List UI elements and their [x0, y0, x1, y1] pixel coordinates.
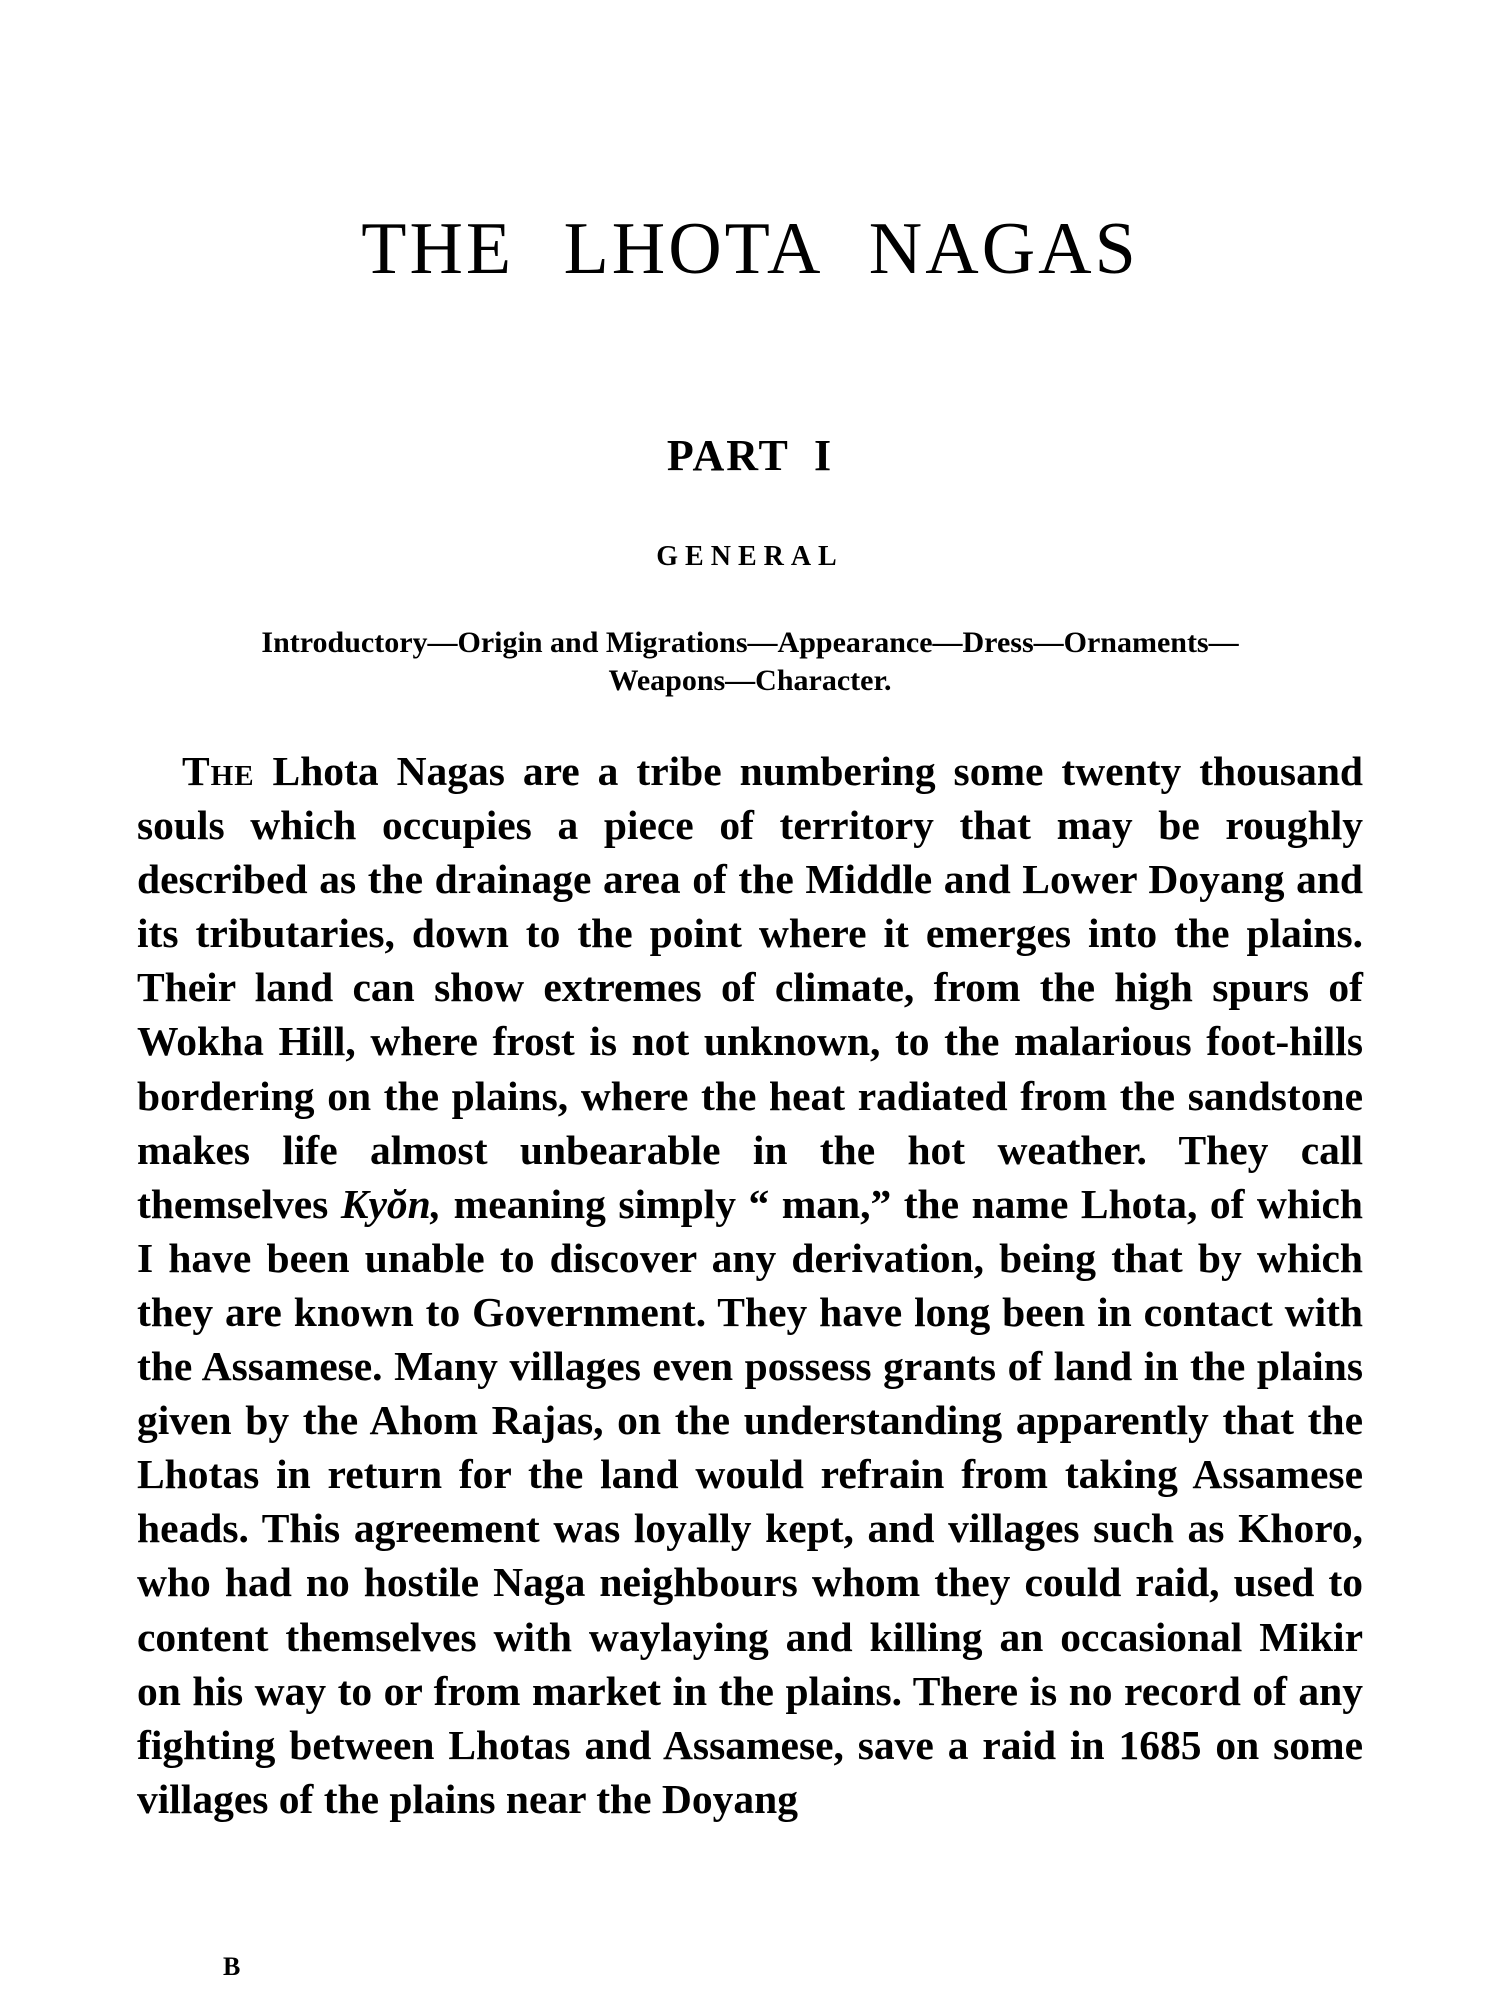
- lead-word: The: [182, 748, 255, 794]
- section-title: GENERAL: [656, 541, 844, 572]
- chapter-synopsis: [137, 624, 1363, 700]
- part-title: PART I: [666, 431, 834, 480]
- body-text-part-2: meaning simply “ man,” the name Lhota, of which I have been unable to discover any derivation, being that by which they are known to Government. They have long been in contact with the Assamese. Many villages even possess grants of land in the plains given by the Ahom Rajas, on the understanding apparently that the Lhotas in return for the land would refrain from taking Assamese heads. This agreement was loyally kept, and villages such as Khoro, who had no hostile Naga neighbours whom they could raid, used to content themselves with waylaying and killing an occasional Mikir on his way to or from market in the plains. There is no record of any fighting between Lhotas and Assamese, save a raid in 1685 on some villages of the plains near the Doyang: [137, 1180, 1364, 1822]
- synopsis-line-1: Introductory—Origin and Migrations—Appearance—Dress—Ornaments—: [261, 626, 1239, 659]
- native-term: Kyŏn,: [340, 1180, 442, 1227]
- signature-mark: B: [223, 1952, 241, 1981]
- book-title: THE LHOTA NAGAS: [361, 208, 1139, 290]
- body-paragraph: [137, 744, 1363, 1826]
- synopsis-line-2: Weapons—Character.: [608, 664, 892, 697]
- body-text-part-1: Lhota Nagas are a tribe numbering some twenty thousand souls which occupies a piece of territory that may be roughly described as the drainage area of the Middle and Lower Doyang and its tributaries, down to the point where it emerges into the plains. Their land can show extremes of climate, from the high spurs of Wokha Hill, where frost is not unknown, to the malarious foot-hills bordering on the plains, where the heat radiated from the sandstone makes life almost unbearable in the hot weather. They call themselves: [137, 748, 1363, 1227]
